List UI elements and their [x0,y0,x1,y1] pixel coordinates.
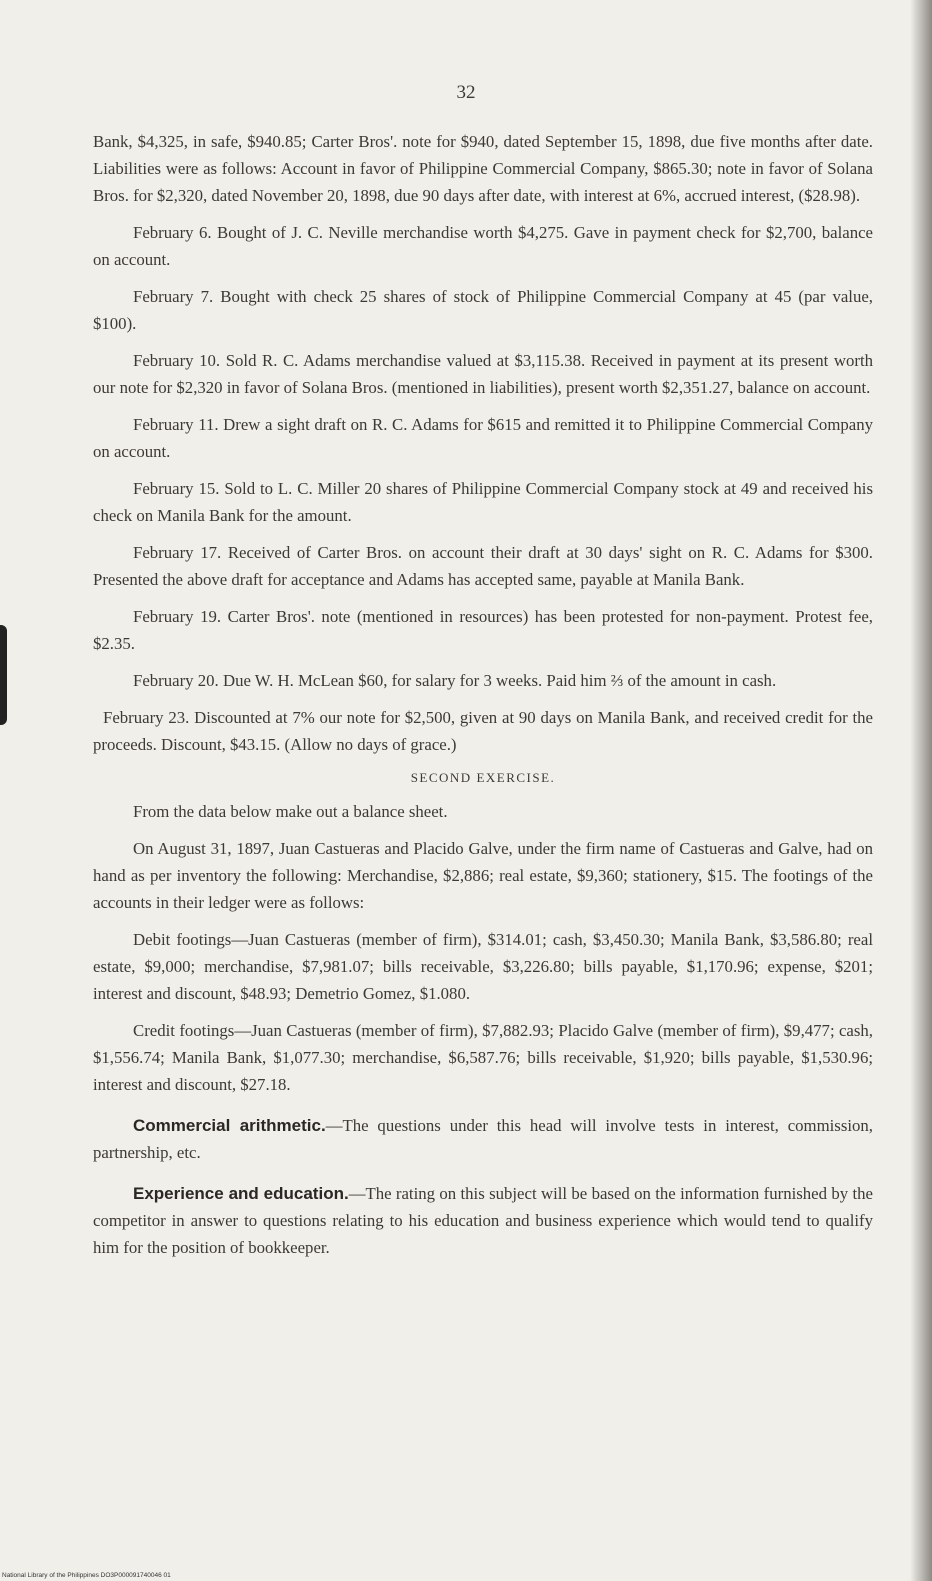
text-experience-education: —The rating on this subject will be based on the information furnished by the competitor in answer to questions relating to his education and business experience which would tend to qualify him for the position of bookkeeper. [93,1184,873,1257]
page-number: 32 [456,82,476,103]
paragraph-exercise-intro: From the data below make out a balance sheet. [133,802,448,821]
paragraph-feb-7: February 7. Bought with check 25 shares of stock of Philippine Commercial Company at 45 (par value, $100). [93,287,873,333]
paragraph-commercial-arithmetic [93,1112,873,1166]
paragraph-feb-17: February 17. Received of Carter Bros. on account their draft at 30 days' sight on R. C. Adams for $300. Presented the above draft for acceptance and Adams has accepted same, payable at Manila Bank. [93,543,873,589]
paragraph-credit-footings: Credit footings—Juan Castueras (member of firm), $7,882.93; Placido Galve (member of firm), $9,477; cash, $1,556.74; Manila Bank, $1,077.30; merchandise, $6,587.76; bills receivable, $1,920; bills payable, $1,530.96; interest and discount, $27.18. [93,1021,873,1094]
paragraph-feb-11: February 11. Drew a sight draft on R. C. Adams for $615 and remitted it to Philippine Commercial Company on account. [93,415,873,461]
library-footer: National Library of the Philippines DO3P000091740046 01 [2,1572,171,1579]
page-edge-shadow [910,0,932,1581]
heading-commercial-arithmetic: Commercial arithmetic. [133,1116,326,1135]
paragraph-feb-19: February 19. Carter Bros'. note (mentioned in resources) has been protested for non-payment. Protest fee, $2.35. [93,607,873,653]
section-heading-second-exercise: SECOND EXERCISE. [410,770,556,785]
page-body [93,128,873,1271]
paragraph-experience-education [93,1180,873,1261]
paragraph-opening: Bank, $4,325, in safe, $940.85; Carter Bros'. note for $940, dated September 15, 1898, due five months after date. Liabilities were as follows: Account in favor of Philippine Commercial Company, $865.30; note in favor of Solana Bros. for $2,320, dated November 20, 1898, due 90 days after date, with interest at 6%, accrued interest, ($28.98). [93,132,873,205]
text-commercial-arithmetic: —The questions under this head will involve tests in interest, commission, partnership, etc. [93,1116,873,1162]
paragraph-feb-23: February 23. Discounted at 7% our note for $2,500, given at 90 days on Manila Bank, and received credit for the proceeds. Discount, $43.15. (Allow no days of grace.) [93,708,873,754]
paragraph-exercise-inventory: On August 31, 1897, Juan Castueras and Placido Galve, under the firm name of Castueras and Galve, had on hand as per inventory the following: Merchandise, $2,886; real estate, $9,360; stationery, $15. The footings of the accounts in their ledger were as follows: [93,839,873,912]
paragraph-feb-10: February 10. Sold R. C. Adams merchandise valued at $3,115.38. Received in payment at its present worth our note for $2,320 in favor of Solana Bros. (mentioned in liabilities), present worth $2,351.27, balance on account. [93,351,873,397]
paragraph-feb-15: February 15. Sold to L. C. Miller 20 shares of Philippine Commercial Company stock at 49 and received his check on Manila Bank for the amount. [93,479,873,525]
binding-shadow [0,625,7,725]
paragraph-feb-6: February 6. Bought of J. C. Neville merchandise worth $4,275. Gave in payment check for $2,700, balance on account. [93,223,873,269]
paragraph-feb-20: February 20. Due W. H. McLean $60, for salary for 3 weeks. Paid him ⅔ of the amount in cash. [133,671,777,690]
paragraph-debit-footings: Debit footings—Juan Castueras (member of firm), $314.01; cash, $3,450.30; Manila Bank, $3,586.80; real estate, $9,000; merchandise, $7,981.07; bills receivable, $3,226.80; bills payable, $1,170.96; expense, $201; interest and discount, $48.93; Demetrio Gomez, $1.080. [93,930,873,1003]
heading-experience-education: Experience and education. [133,1184,349,1203]
